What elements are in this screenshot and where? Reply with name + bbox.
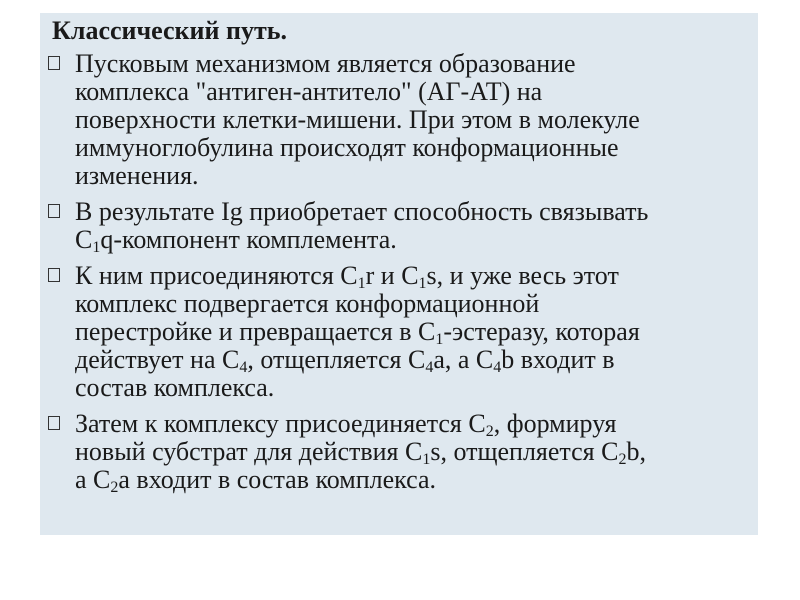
text-run: иммуноглобулина происходят конформационные (75, 133, 619, 162)
text-line (75, 106, 748, 134)
text-run: -эстеразу, которая (443, 317, 640, 346)
text-run: комплекс подвергается конформационной (75, 289, 540, 318)
subscript: 1 (92, 239, 101, 256)
text-run: , формируя (493, 409, 617, 438)
text-line (75, 262, 748, 290)
text-line (75, 134, 748, 162)
text-line (75, 290, 748, 318)
text-run: поверхности клетки-мишени. При этом в молекуле (75, 105, 640, 134)
bullet-icon (48, 204, 60, 218)
text-run: C (75, 225, 93, 254)
subscript: 1 (418, 275, 427, 292)
subscript: 4 (425, 359, 434, 376)
slide-heading: Классический путь. (52, 16, 288, 45)
subscript: 2 (485, 423, 494, 440)
text-line (75, 318, 748, 346)
text-run: Пусковым механизмом является образование (75, 49, 576, 78)
text-content (48, 17, 748, 502)
text-line (75, 438, 748, 466)
text-run: a входит в состав комплекса. (118, 465, 437, 494)
subscript: 1 (422, 451, 431, 468)
text-run: состав комплекса. (75, 373, 275, 402)
text-run: а C (75, 465, 111, 494)
text-run: b входит в (501, 345, 615, 374)
text-line (75, 226, 748, 254)
bullet-icon (48, 268, 60, 282)
text-run: q-компонент комплемента. (100, 225, 397, 254)
text-run: К ним присоединяются C (75, 261, 358, 290)
subscript: 1 (357, 275, 366, 292)
text-run: s, отщепляется C (430, 437, 619, 466)
subscript: 4 (493, 359, 502, 376)
text-run: изменения. (75, 161, 199, 190)
subscript: 2 (618, 451, 627, 468)
subscript: 2 (110, 479, 119, 496)
text-run: s, и уже весь этот (426, 261, 619, 290)
bullet-item (48, 198, 748, 254)
bullet-item (48, 50, 748, 190)
text-line (75, 374, 748, 402)
text-line (75, 410, 748, 438)
subscript: 1 (435, 331, 444, 348)
bullet-item (48, 410, 748, 494)
text-line (75, 78, 748, 106)
text-run: , отщепляется C (247, 345, 426, 374)
bullet-icon (48, 56, 60, 70)
text-run: действует на C (75, 345, 240, 374)
bullet-list (48, 50, 748, 494)
text-run: комплекса "антиген-антитело" (АГ-АТ) на (75, 77, 543, 106)
text-run: В результате Ig приобретает способность связывать (75, 197, 649, 226)
text-line (75, 346, 748, 374)
text-run: перестройке и превращается в C (75, 317, 436, 346)
text-run: r и C (365, 261, 419, 290)
text-line (75, 466, 748, 494)
text-run: a, а C (433, 345, 494, 374)
bullet-icon (48, 416, 60, 430)
text-run: Затем к комплексу присоединяется C (75, 409, 486, 438)
bullet-item (48, 262, 748, 402)
text-line (75, 162, 748, 190)
text-line (75, 198, 748, 226)
subscript: 4 (239, 359, 248, 376)
text-line (75, 50, 748, 78)
text-run: новый субстрат для действия C (75, 437, 423, 466)
text-run: b, (626, 437, 646, 466)
